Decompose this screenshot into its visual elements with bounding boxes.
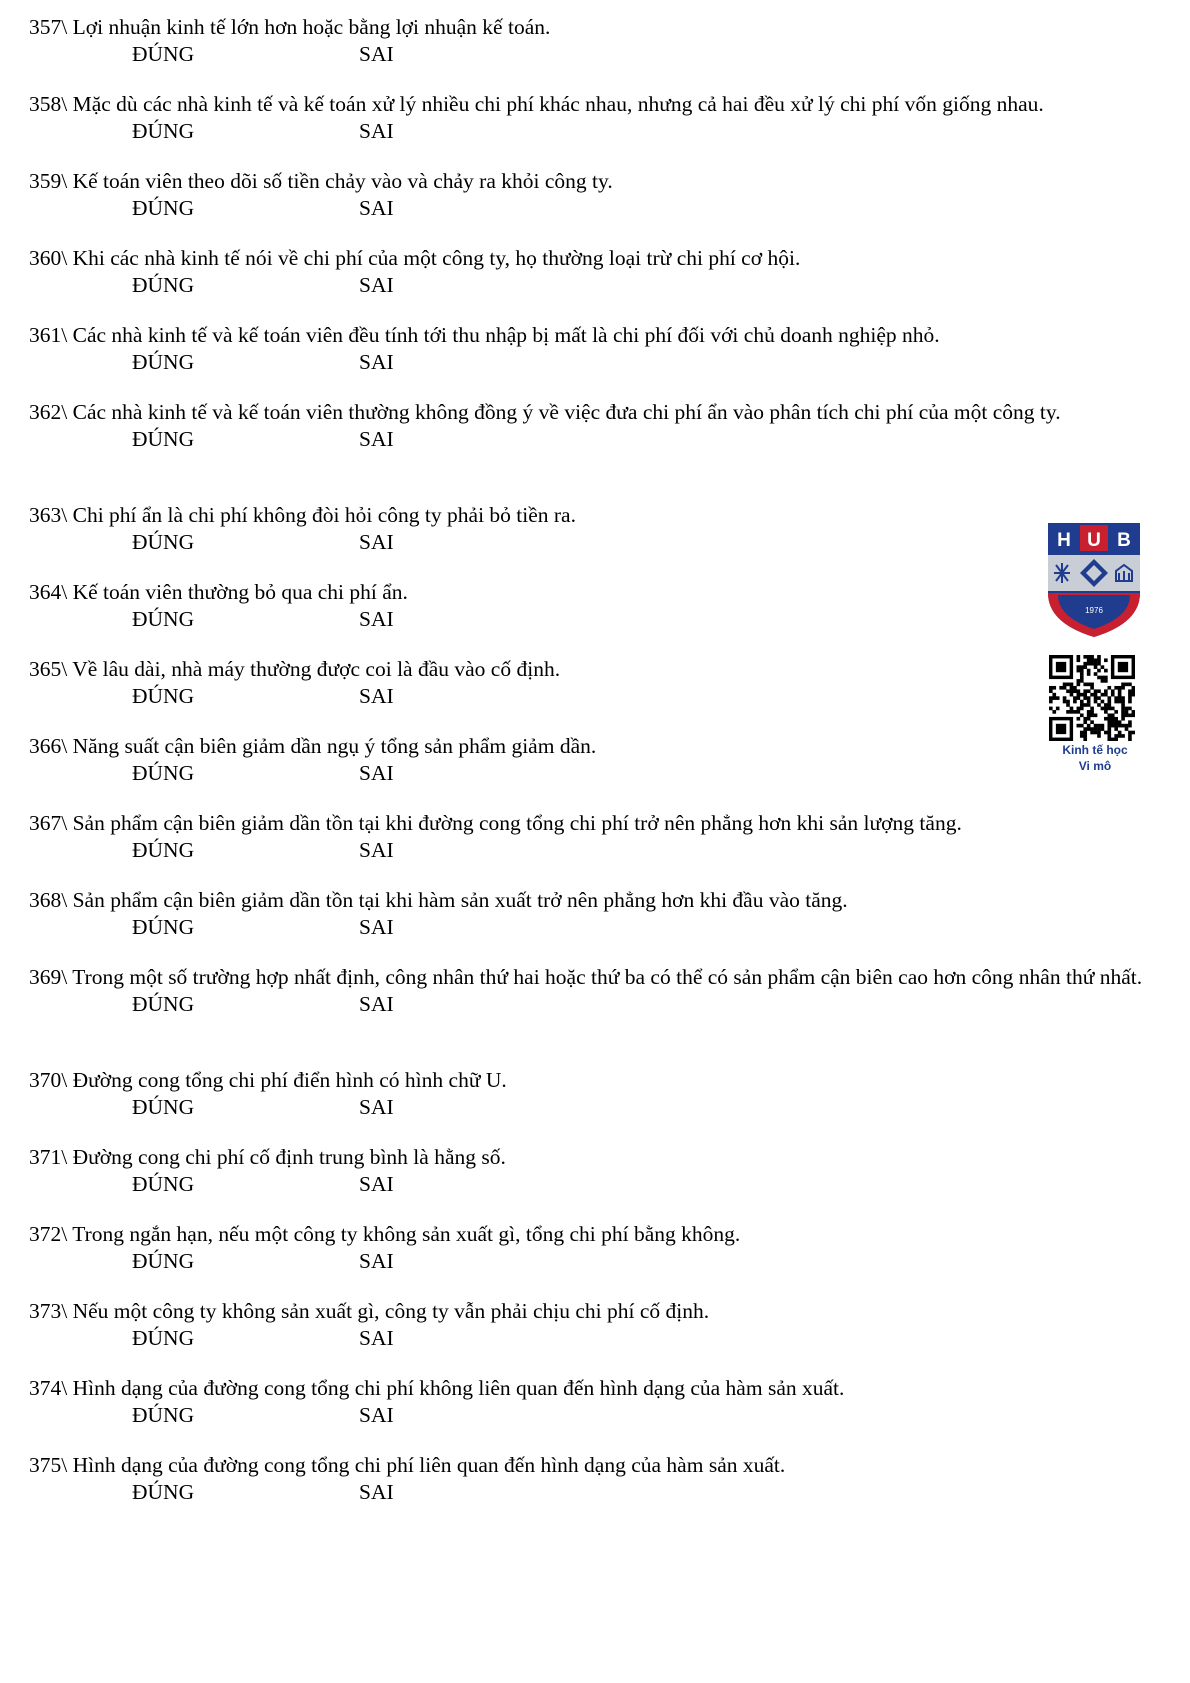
answer-options (29, 1248, 1179, 1275)
question-item (29, 656, 1179, 710)
answer-true-option[interactable]: ĐÚNG (132, 761, 195, 785)
question-item (29, 887, 1179, 941)
answer-false-option[interactable]: SAI (359, 915, 394, 939)
answer-false-option[interactable]: SAI (359, 761, 394, 785)
question-text: 362\ Các nhà kinh tế và kế toán viên thường không đồng ý về việc đưa chi phí ẩn vào phân tích chi phí của một công ty. (29, 400, 1061, 424)
question-item (29, 1067, 1179, 1121)
answer-options (29, 195, 1179, 222)
question-item (29, 14, 1179, 68)
answer-true-option[interactable]: ĐÚNG (132, 684, 195, 708)
answer-false-option[interactable]: SAI (359, 273, 394, 297)
shield-year: 1976 (1085, 606, 1103, 615)
answer-options (29, 349, 1179, 376)
answer-true-option[interactable]: ĐÚNG (132, 607, 195, 631)
answer-true-option[interactable]: ĐÚNG (132, 119, 195, 143)
hub-shield-logo (1044, 515, 1144, 640)
answer-options (29, 426, 1179, 453)
question-text: 366\ Năng suất cận biên giảm dần ngụ ý tổng sản phẩm giảm dần. (29, 734, 597, 758)
answer-options (29, 118, 1179, 145)
answer-false-option[interactable]: SAI (359, 196, 394, 220)
answer-options (29, 1094, 1179, 1121)
question-item (29, 810, 1179, 864)
question-text: 360\ Khi các nhà kinh tế nói về chi phí của một công ty, họ thường loại trừ chi phí cơ hội. (29, 246, 801, 270)
answer-options (29, 914, 1179, 941)
shield-letter-b: B (1117, 530, 1131, 551)
answer-true-option[interactable]: ĐÚNG (132, 273, 195, 297)
question-item (29, 733, 1179, 787)
answer-options (29, 837, 1179, 864)
answer-true-option[interactable]: ĐÚNG (132, 1095, 195, 1119)
answer-options (29, 991, 1179, 1018)
qr-code-icon (1049, 655, 1135, 741)
question-text: 375\ Hình dạng của đường cong tổng chi phí liên quan đến hình dạng của hàm sản xuất. (29, 1453, 786, 1477)
question-item (29, 502, 1179, 556)
answer-true-option[interactable]: ĐÚNG (132, 1249, 195, 1273)
answer-false-option[interactable]: SAI (359, 1172, 394, 1196)
question-text: 372\ Trong ngắn hạn, nếu một công ty không sản xuất gì, tổng chi phí bằng không. (29, 1222, 741, 1246)
answer-options (29, 760, 1179, 787)
shield-circuit-icon (1054, 563, 1070, 583)
question-item (29, 579, 1179, 633)
answer-true-option[interactable]: ĐÚNG (132, 915, 195, 939)
shield-letter-u: U (1087, 530, 1101, 551)
brand-caption-line1: Kinh tế học (1062, 743, 1128, 757)
answer-options (29, 1479, 1179, 1506)
question-item (29, 245, 1179, 299)
question-text: 373\ Nếu một công ty không sản xuất gì, công ty vẫn phải chịu chi phí cố định. (29, 1299, 710, 1323)
brand-caption-line2: Vi mô (1078, 759, 1112, 773)
answer-true-option[interactable]: ĐÚNG (132, 1172, 195, 1196)
question-item (29, 964, 1179, 1018)
question-text: 364\ Kế toán viên thường bỏ qua chi phí ẩn. (29, 580, 408, 604)
question-item (29, 1452, 1179, 1506)
answer-false-option[interactable]: SAI (359, 607, 394, 631)
question-text: 368\ Sản phẩm cận biên giảm dần tồn tại khi hàm sản xuất trở nên phẳng hơn khi đầu vào tăng. (29, 888, 848, 912)
answer-true-option[interactable]: ĐÚNG (132, 838, 195, 862)
question-text: 370\ Đường cong tổng chi phí điển hình có hình chữ U. (29, 1068, 507, 1092)
question-text: 369\ Trong một số trường hợp nhất định, công nhân thứ hai hoặc thứ ba có thể có sản phẩm cận biên cao hơn công nhân thứ nhất. (29, 965, 1143, 989)
answer-false-option[interactable]: SAI (359, 992, 394, 1016)
answer-false-option[interactable]: SAI (359, 838, 394, 862)
answer-true-option[interactable]: ĐÚNG (132, 350, 195, 374)
answer-options (29, 606, 1179, 633)
question-text: 365\ Về lâu dài, nhà máy thường được coi là đầu vào cố định. (29, 657, 561, 681)
answer-false-option[interactable]: SAI (359, 1249, 394, 1273)
answer-true-option[interactable]: ĐÚNG (132, 1326, 195, 1350)
question-text: 363\ Chi phí ẩn là chi phí không đòi hỏi công ty phải bỏ tiền ra. (29, 503, 576, 527)
brand-panel (1040, 515, 1150, 785)
question-item (29, 91, 1179, 145)
answer-true-option[interactable]: ĐÚNG (132, 427, 195, 451)
answer-false-option[interactable]: SAI (359, 350, 394, 374)
question-text: 358\ Mặc dù các nhà kinh tế và kế toán xử lý nhiều chi phí khác nhau, nhưng cả hai đều xử lý chi phí vốn giống nhau. (29, 92, 1044, 116)
question-item (29, 1375, 1179, 1429)
answer-true-option[interactable]: ĐÚNG (132, 1403, 195, 1427)
question-item (29, 1144, 1179, 1198)
answer-true-option[interactable]: ĐÚNG (132, 42, 195, 66)
answer-false-option[interactable]: SAI (359, 42, 394, 66)
question-item (29, 168, 1179, 222)
answer-false-option[interactable]: SAI (359, 530, 394, 554)
question-text: 374\ Hình dạng của đường cong tổng chi phí không liên quan đến hình dạng của hàm sản xuất. (29, 1376, 845, 1400)
answer-false-option[interactable]: SAI (359, 1095, 394, 1119)
question-item (29, 1298, 1179, 1352)
question-item (29, 399, 1179, 453)
question-text: 359\ Kế toán viên theo dõi số tiền chảy vào và chảy ra khỏi công ty. (29, 169, 613, 193)
answer-false-option[interactable]: SAI (359, 1480, 394, 1504)
answer-options (29, 272, 1179, 299)
answer-true-option[interactable]: ĐÚNG (132, 196, 195, 220)
question-item (29, 322, 1179, 376)
question-text: 361\ Các nhà kinh tế và kế toán viên đều tính tới thu nhập bị mất là chi phí đối với chủ doanh nghiệp nhỏ. (29, 323, 940, 347)
question-text: 357\ Lợi nhuận kinh tế lớn hơn hoặc bằng lợi nhuận kế toán. (29, 15, 551, 39)
answer-true-option[interactable]: ĐÚNG (132, 1480, 195, 1504)
answer-false-option[interactable]: SAI (359, 1326, 394, 1350)
answer-false-option[interactable]: SAI (359, 119, 394, 143)
answer-true-option[interactable]: ĐÚNG (132, 530, 195, 554)
answer-options (29, 1325, 1179, 1352)
question-text: 371\ Đường cong chi phí cố định trung bình là hằng số. (29, 1145, 506, 1169)
shield-letter-h: H (1057, 530, 1071, 551)
question-item (29, 1221, 1179, 1275)
answer-options (29, 529, 1179, 556)
answer-true-option[interactable]: ĐÚNG (132, 992, 195, 1016)
answer-options (29, 683, 1179, 710)
answer-false-option[interactable]: SAI (359, 1403, 394, 1427)
question-text: 367\ Sản phẩm cận biên giảm dần tồn tại khi đường cong tổng chi phí trở nên phẳng hơn khi sản lượng tăng. (29, 811, 962, 835)
answer-false-option[interactable]: SAI (359, 427, 394, 451)
answer-false-option[interactable]: SAI (359, 684, 394, 708)
answer-options (29, 1171, 1179, 1198)
answer-options (29, 41, 1179, 68)
answer-options (29, 1402, 1179, 1429)
